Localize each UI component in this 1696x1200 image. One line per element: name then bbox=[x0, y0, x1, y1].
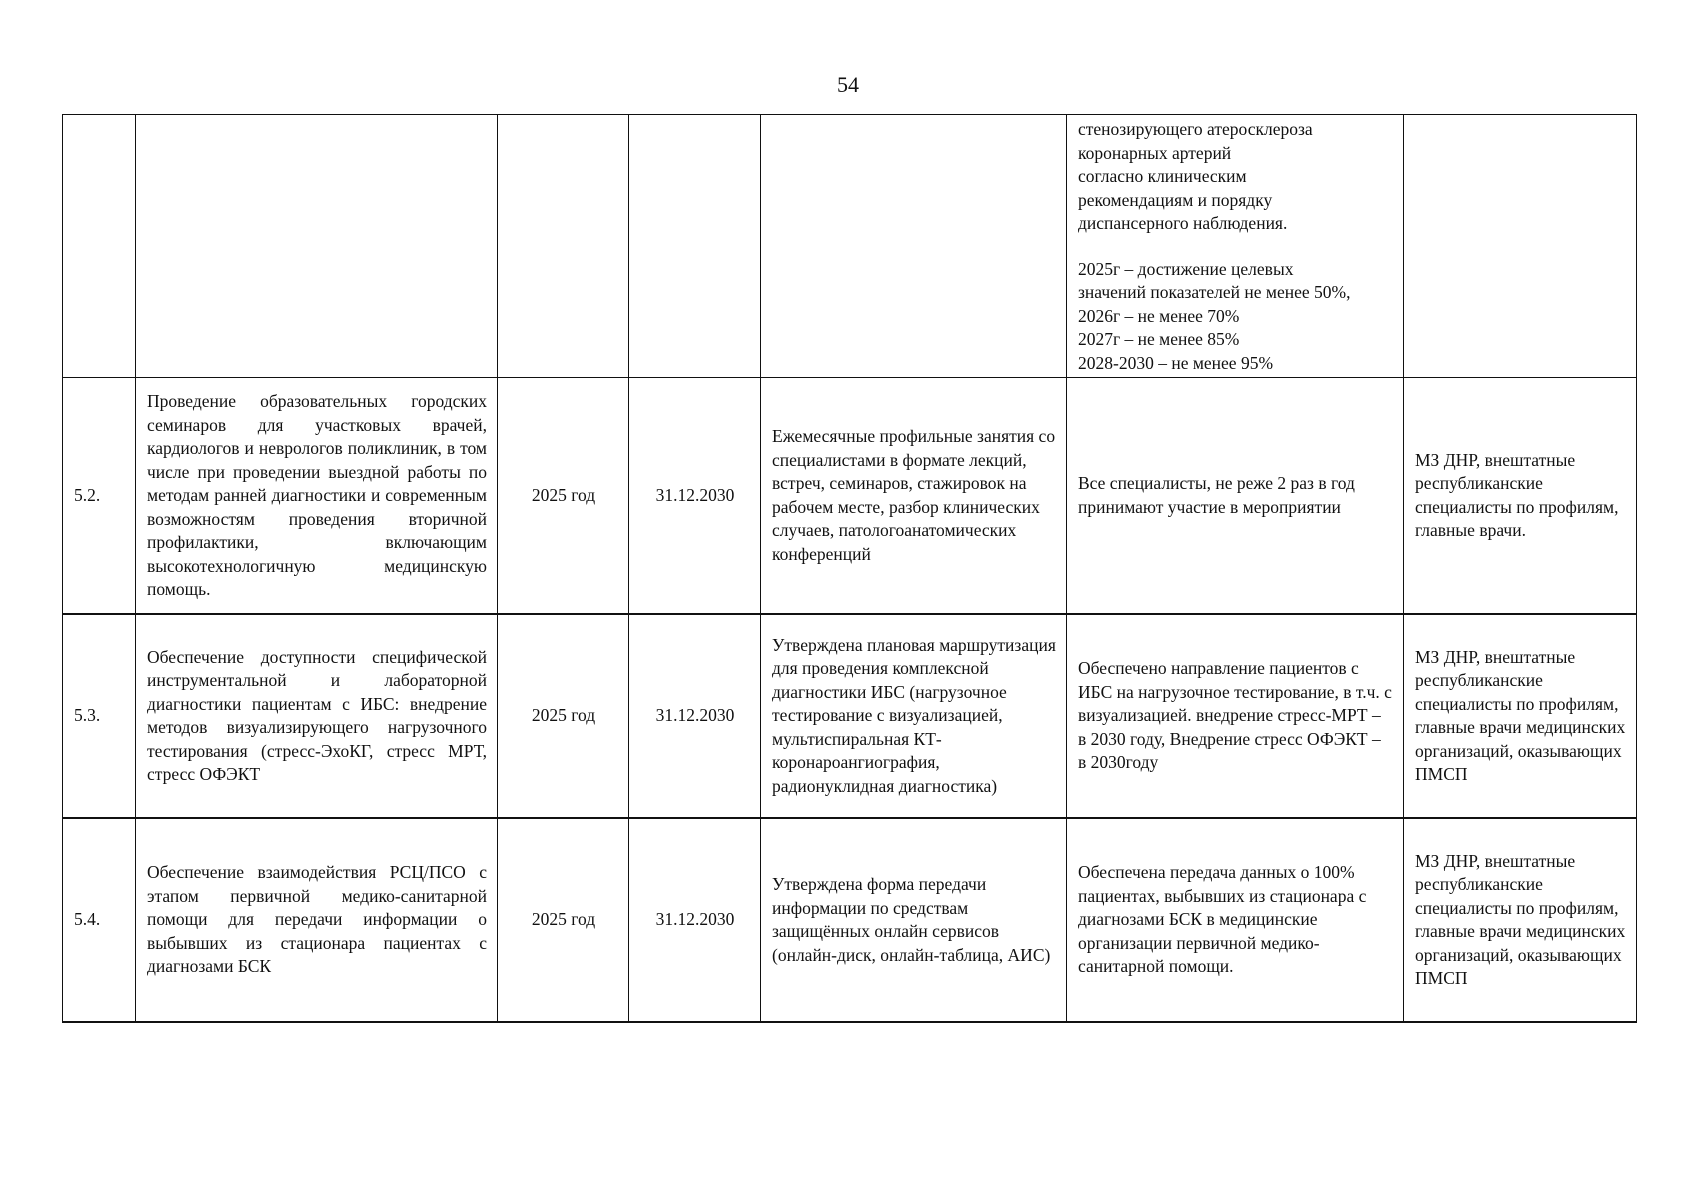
cell-start: 2025 год bbox=[498, 818, 629, 1022]
cell-form: Утверждена форма передачи информации по средствам защищённых онлайн сервисов (онлайн-диск, онлайн-таблица, АИС) bbox=[761, 818, 1067, 1022]
cell-name bbox=[136, 115, 498, 378]
table-row bbox=[63, 614, 1637, 818]
cell-end: 31.12.2030 bbox=[629, 818, 761, 1022]
cell-num bbox=[63, 115, 136, 378]
result-line: рекомендациям и порядку bbox=[1078, 189, 1273, 210]
activities-table bbox=[62, 114, 1637, 1023]
cell-name: Обеспечение взаимодействия РСЦ/ПСО с этапом первичной медико-санитарной помощи для передачи информации о выбывших из стационара пациентах с диагнозами БСК bbox=[136, 818, 498, 1022]
result-line: значений показателей не менее 50%, bbox=[1078, 282, 1351, 302]
cell-result: Обеспечена передача данных о 100% пациентах, выбывших из стационара с диагнозами БСК в медицинские организации первичной медико-санитарной помощи. bbox=[1067, 818, 1404, 1022]
cell-end: 31.12.2030 bbox=[629, 614, 761, 818]
cell-start bbox=[498, 115, 629, 378]
cell-form: Утверждена плановая маршрутизация для проведения комплексной диагностики ИБС (нагрузочное тестирование с визуализацией, мультиспиральная КТ-коронароангиография, радионуклидная диагностика) bbox=[761, 614, 1067, 818]
cell-end: 31.12.2030 bbox=[629, 378, 761, 614]
cell-result: Все специалисты, не реже 2 раз в год принимают участие в мероприятии bbox=[1067, 378, 1404, 614]
cell-responsible: МЗ ДНР, внештатные республиканские специалисты по профилям, главные врачи. bbox=[1404, 378, 1637, 614]
cell-responsible: МЗ ДНР, внештатные республиканские специалисты по профилям, главные врачи медицинских организаций, оказывающих ПМСП bbox=[1404, 818, 1637, 1022]
result-line: 2026г – не менее 70% bbox=[1078, 305, 1240, 326]
cell-num: 5.3. bbox=[63, 614, 136, 818]
result-line: согласно клиническим bbox=[1078, 166, 1247, 186]
cell-start: 2025 год bbox=[498, 378, 629, 614]
cell-responsible: МЗ ДНР, внештатные республиканские специалисты по профилям, главные врачи медицинских организаций, оказывающих ПМСП bbox=[1404, 614, 1637, 818]
result-line: 2027г – не менее 85% bbox=[1078, 329, 1240, 349]
cell-responsible bbox=[1404, 115, 1637, 378]
table-row bbox=[63, 818, 1637, 1022]
cell-num: 5.2. bbox=[63, 378, 136, 614]
cell-form: Ежемесячные профильные занятия со специалистами в формате лекций, встреч, семинаров, стажировок на рабочем месте, разбор клинических случаев, патологоанатомических конференций bbox=[761, 378, 1067, 614]
page-number: 54 bbox=[837, 72, 859, 97]
cell-num: 5.4. bbox=[63, 818, 136, 1022]
result-line: стенозирующего атеросклероза bbox=[1078, 119, 1313, 139]
cell-start: 2025 год bbox=[498, 614, 629, 818]
result-line: диспансерного наблюдения. bbox=[1078, 213, 1288, 233]
cell-end bbox=[629, 115, 761, 378]
table-row-continuation bbox=[63, 115, 1637, 378]
result-line: коронарных артерий bbox=[1078, 142, 1232, 163]
cell-result bbox=[1067, 115, 1404, 378]
result-line: 2028-2030 – не менее 95% bbox=[1078, 352, 1274, 373]
cell-name: Проведение образовательных городских семинаров для участковых врачей, кардиологов и неврологов поликлиник, в том числе при проведении выездной работы по методам ранней диагностики и современным возможностям проведения вторичной профилактики, включающим высокотехнологичную медицинскую помощь. bbox=[136, 378, 498, 614]
cell-result: Обеспечено направление пациентов с ИБС на нагрузочное тестирование, в т.ч. с визуализацией. внедрение стресс-МРТ – в 2030 году, Внедрение стресс ОФЭКТ – в 2030году bbox=[1067, 614, 1404, 818]
cell-form bbox=[761, 115, 1067, 378]
table-row bbox=[63, 378, 1637, 614]
cell-name: Обеспечение доступности специфической инструментальной и лабораторной диагностики пациентам с ИБС: внедрение методов визуализирующего нагрузочного тестирования (стресс-ЭхоКГ, стресс МРТ, стресс ОФЭКТ bbox=[136, 614, 498, 818]
result-line: 2025г – достижение целевых bbox=[1078, 258, 1294, 279]
